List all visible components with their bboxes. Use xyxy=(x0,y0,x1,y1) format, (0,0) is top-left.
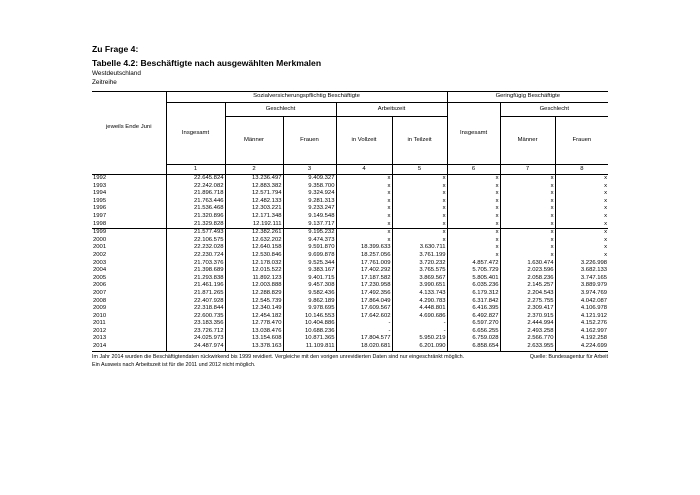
employment-table xyxy=(92,91,608,352)
header-gb-gender: Geschlecht xyxy=(500,103,608,117)
table-title: Tabelle 4.2: Beschäftigte nach ausgewählten Merkmalen xyxy=(92,58,322,68)
value-cell: 4.152.276 xyxy=(580,320,608,327)
value-cell: 22.600.735 xyxy=(166,313,225,321)
header-gb-total: Insgesamt xyxy=(447,103,500,165)
value-cell: 21.320.896 xyxy=(166,213,225,221)
value-cell: 18.257.056 xyxy=(336,252,392,260)
value-cell: 4.106.978 xyxy=(580,305,608,312)
header-gb-women: Frauen xyxy=(572,136,592,143)
value-cell: x xyxy=(447,244,500,252)
value-cell: 4.121.912 xyxy=(580,312,608,319)
value-cell: 3.720.232 xyxy=(392,260,447,268)
value-cell: x xyxy=(604,244,608,251)
value-cell: 3.226.998 xyxy=(580,259,608,266)
value-cell: 22.106.575 xyxy=(166,237,225,245)
year-cell: 1994 xyxy=(92,190,166,198)
value-cell: 3.974.769 xyxy=(580,289,608,296)
value-cell: 12.530.846 xyxy=(225,252,283,260)
value-cell: 17.642.602 xyxy=(336,313,392,321)
value-cell: 12.482.133 xyxy=(225,198,283,206)
header-svb-women: Frauen xyxy=(283,117,336,165)
value-cell: 12.382.261 xyxy=(225,229,283,237)
value-cell: 6.597.270 xyxy=(447,320,500,328)
value-cell: 9.457.308 xyxy=(283,282,336,290)
value-cell: x xyxy=(336,183,392,191)
value-cell: 6.656.255 xyxy=(447,328,500,336)
header-svb-total: Insgesamt xyxy=(166,103,225,165)
series-label: Zeitreihe xyxy=(92,79,117,86)
value-cell: 10.146.553 xyxy=(283,313,336,321)
value-cell: 12.340.149 xyxy=(225,305,283,313)
value-cell: 2.493.258 xyxy=(500,328,555,336)
value-cell: x xyxy=(336,190,392,198)
value-cell: 2.444.994 xyxy=(500,320,555,328)
value-cell: x xyxy=(392,205,447,213)
value-cell: x xyxy=(555,175,608,183)
footnote-working-time: Ein Ausweis nach Arbeitszeit ist für die 2011 und 2012 nicht möglich. xyxy=(92,362,256,369)
value-cell: x xyxy=(336,198,392,206)
value-cell: - xyxy=(392,328,447,336)
year-cell: 1998 xyxy=(92,221,166,229)
year-cell: 2001 xyxy=(92,244,166,252)
year-cell: 2006 xyxy=(92,282,166,290)
value-cell: 12.883.382 xyxy=(225,183,283,191)
value-cell: x xyxy=(447,183,500,191)
value-cell: - xyxy=(336,320,392,328)
value-cell: 9.324.924 xyxy=(283,190,336,198)
source-note: Quelle: Bundesagentur für Arbeit xyxy=(529,353,608,360)
value-cell: x xyxy=(500,252,555,260)
value-cell: 9.525.344 xyxy=(283,260,336,268)
value-cell: 4.690.686 xyxy=(392,313,447,321)
year-cell: 1993 xyxy=(92,183,166,191)
header-svb-gender: Geschlecht xyxy=(225,103,336,117)
column-number: 6 xyxy=(447,165,500,175)
value-cell: x xyxy=(392,237,447,245)
year-cell: 2007 xyxy=(92,290,166,298)
value-cell: 22.230.724 xyxy=(166,252,225,260)
table-row xyxy=(92,305,608,313)
value-cell: 10.688.236 xyxy=(283,328,336,336)
header-svb-group: Sozialversicherungspflichtig Beschäftigte xyxy=(166,92,447,103)
value-cell: 9.233.247 xyxy=(283,205,336,213)
value-cell: 6.858.654 xyxy=(447,343,500,351)
value-cell: x xyxy=(336,221,392,229)
header-gb-group: Geringfügig Beschäftigte xyxy=(447,92,608,103)
value-cell: 17.402.292 xyxy=(336,267,392,275)
value-cell: x xyxy=(500,205,555,213)
value-cell: 9.591.870 xyxy=(283,244,336,252)
value-cell: 21.763.446 xyxy=(166,198,225,206)
value-cell: 23.183.356 xyxy=(166,320,225,328)
value-cell: 11.109.811 xyxy=(283,343,336,351)
value-cell: x xyxy=(500,183,555,191)
value-cell: x xyxy=(392,221,447,229)
value-cell: 17.761.009 xyxy=(336,260,392,268)
region-label: Westdeutschland xyxy=(92,70,141,77)
column-number: 1 xyxy=(166,165,225,175)
value-cell: 3.747.165 xyxy=(580,274,608,281)
footnotes xyxy=(92,353,608,370)
value-cell: x xyxy=(500,213,555,221)
value-cell: 21.461.196 xyxy=(166,282,225,290)
year-cell: 2002 xyxy=(92,252,166,260)
value-cell: 10.871.365 xyxy=(283,335,336,343)
year-cell: 2008 xyxy=(92,298,166,306)
value-cell: 9.401.715 xyxy=(283,275,336,283)
value-cell: 12.303.221 xyxy=(225,205,283,213)
value-cell: 12.545.739 xyxy=(225,298,283,306)
table-row xyxy=(92,183,608,191)
value-cell: 12.003.888 xyxy=(225,282,283,290)
year-cell: 2009 xyxy=(92,305,166,313)
table-row xyxy=(92,221,608,229)
column-number: 5 xyxy=(392,165,447,175)
value-cell: 12.571.794 xyxy=(225,190,283,198)
value-cell: x xyxy=(336,175,392,183)
value-cell: 5.805.401 xyxy=(447,275,500,283)
value-cell: 6.201.090 xyxy=(392,343,447,351)
value-cell: 9.862.189 xyxy=(283,298,336,306)
value-cell: 9.383.167 xyxy=(283,267,336,275)
value-cell: x xyxy=(392,229,447,237)
header-svb-men: Männer xyxy=(225,117,283,165)
value-cell: x xyxy=(604,220,608,227)
value-cell: 9.281.313 xyxy=(283,198,336,206)
value-cell: 6.416.395 xyxy=(447,305,500,313)
value-cell: 22.242.082 xyxy=(166,183,225,191)
value-cell: 6.492.827 xyxy=(447,313,500,321)
value-cell: 18.399.633 xyxy=(336,244,392,252)
value-cell: 3.630.711 xyxy=(392,244,447,252)
value-cell: 1.630.474 xyxy=(500,260,555,268)
value-cell: 4.857.472 xyxy=(447,260,500,268)
value-cell: 22.645.824 xyxy=(166,175,225,183)
table-body xyxy=(92,175,608,352)
value-cell: 9.474.373 xyxy=(283,237,336,245)
header-working-time: Arbeitszeit xyxy=(336,103,447,117)
column-number: 4 xyxy=(336,165,392,175)
value-cell: 17.230.958 xyxy=(336,282,392,290)
value-cell: 21.577.493 xyxy=(166,229,225,237)
value-cell: x xyxy=(555,229,608,237)
value-cell: 17.492.356 xyxy=(336,290,392,298)
table-row xyxy=(92,335,608,343)
value-cell: 11.892.123 xyxy=(225,275,283,283)
value-cell: x xyxy=(500,175,555,183)
value-cell: 17.187.582 xyxy=(336,275,392,283)
value-cell: 18.020.681 xyxy=(336,343,392,351)
value-cell: - xyxy=(392,320,447,328)
value-cell: 12.178.032 xyxy=(225,260,283,268)
value-cell: x xyxy=(336,205,392,213)
value-cell: 5.705.729 xyxy=(447,267,500,275)
header-row-label: jeweils Ende Juni xyxy=(92,92,166,165)
year-cell: 2014 xyxy=(92,343,166,351)
value-cell: 9.699.878 xyxy=(283,252,336,260)
value-cell: 12.015.522 xyxy=(225,267,283,275)
value-cell: 21.329.828 xyxy=(166,221,225,229)
year-cell: 1999 xyxy=(92,229,166,237)
value-cell: 4.290.783 xyxy=(392,298,447,306)
value-cell: 21.703.376 xyxy=(166,260,225,268)
table-row xyxy=(92,237,608,245)
table-row xyxy=(92,275,608,283)
header-fulltime: in Vollzeit xyxy=(336,117,392,165)
value-cell: 21.536.468 xyxy=(166,205,225,213)
table-row xyxy=(92,229,608,237)
value-cell: 13.038.476 xyxy=(225,328,283,336)
value-cell: 4.133.743 xyxy=(392,290,447,298)
table-row xyxy=(92,190,608,198)
table-row xyxy=(92,290,608,298)
value-cell: 2.309.417 xyxy=(500,305,555,313)
value-cell: 21.293.838 xyxy=(166,275,225,283)
value-cell: 3.761.199 xyxy=(392,252,447,260)
value-cell: x xyxy=(447,221,500,229)
value-cell: 9.195.232 xyxy=(283,229,336,237)
value-cell: x xyxy=(392,183,447,191)
value-cell: x xyxy=(604,197,608,204)
value-cell: 4.448.801 xyxy=(392,305,447,313)
value-cell: x xyxy=(447,205,500,213)
value-cell: 4.224.699 xyxy=(555,343,608,351)
value-cell: 3.990.651 xyxy=(392,282,447,290)
value-cell: 12.192.111 xyxy=(225,221,283,229)
value-cell: x xyxy=(500,190,555,198)
value-cell: 6.035.236 xyxy=(447,282,500,290)
value-cell: x xyxy=(500,237,555,245)
value-cell: x xyxy=(500,198,555,206)
header-parttime: in Teilzeit xyxy=(392,117,447,165)
question-heading: Zu Frage 4: xyxy=(92,44,139,54)
value-cell: 21.871.265 xyxy=(166,290,225,298)
year-cell: 1995 xyxy=(92,198,166,206)
value-cell: 13.154.608 xyxy=(225,335,283,343)
value-cell: x xyxy=(604,182,608,189)
table-row xyxy=(92,282,608,290)
value-cell: x xyxy=(336,213,392,221)
value-cell: 22.318.844 xyxy=(166,305,225,313)
header-gb-men: Männer xyxy=(500,117,555,165)
table-row xyxy=(92,198,608,206)
value-cell: x xyxy=(500,229,555,237)
year-cell: 1997 xyxy=(92,213,166,221)
year-cell: 1992 xyxy=(92,175,166,183)
table-row xyxy=(92,260,608,268)
value-cell: x xyxy=(447,213,500,221)
value-cell: x xyxy=(392,190,447,198)
value-cell: 9.137.717 xyxy=(283,221,336,229)
value-cell: 2.633.955 xyxy=(500,343,555,351)
value-cell: 5.950.219 xyxy=(392,335,447,343)
value-cell: 3.889.979 xyxy=(580,282,608,289)
value-cell: 12.288.829 xyxy=(225,290,283,298)
value-cell: x xyxy=(604,251,608,258)
value-cell: x xyxy=(604,190,608,197)
value-cell: x xyxy=(392,175,447,183)
column-number: 7 xyxy=(500,165,555,175)
value-cell: 9.149.548 xyxy=(283,213,336,221)
value-cell: 2.145.257 xyxy=(500,282,555,290)
year-cell: 1996 xyxy=(92,205,166,213)
value-cell: 6.317.842 xyxy=(447,298,500,306)
table-header xyxy=(92,92,608,175)
value-cell: 2.275.755 xyxy=(500,298,555,306)
value-cell: 17.804.577 xyxy=(336,335,392,343)
value-cell: x xyxy=(392,213,447,221)
value-cell: 2.023.596 xyxy=(500,267,555,275)
value-cell: 9.409.327 xyxy=(283,175,336,183)
value-cell: 2.058.236 xyxy=(500,275,555,283)
document-page xyxy=(92,44,608,370)
value-cell: x xyxy=(447,190,500,198)
value-cell: 13.378.163 xyxy=(225,343,283,351)
column-number: 2 xyxy=(225,165,283,175)
value-cell: x xyxy=(447,175,500,183)
value-cell: 2.566.770 xyxy=(500,335,555,343)
value-cell: 22.232.028 xyxy=(166,244,225,252)
value-cell: 12.632.202 xyxy=(225,237,283,245)
year-cell: 2010 xyxy=(92,313,166,321)
value-cell: 12.171.348 xyxy=(225,213,283,221)
value-cell: x xyxy=(447,237,500,245)
value-cell: x xyxy=(604,236,608,243)
value-cell: x xyxy=(447,252,500,260)
table-row xyxy=(92,205,608,213)
value-cell: 3.869.567 xyxy=(392,275,447,283)
value-cell: 4.192.258 xyxy=(580,335,608,342)
value-cell: x xyxy=(336,229,392,237)
table-row xyxy=(92,298,608,306)
value-cell: 4.162.997 xyxy=(580,327,608,334)
year-cell: 2000 xyxy=(92,237,166,245)
value-cell: 12.778.470 xyxy=(225,320,283,328)
value-cell: 6.759.028 xyxy=(447,335,500,343)
value-cell: 17.609.567 xyxy=(336,305,392,313)
value-cell: 4.042.087 xyxy=(580,297,608,304)
value-cell: 21.398.689 xyxy=(166,267,225,275)
value-cell: 17.864.049 xyxy=(336,298,392,306)
year-cell: 2011 xyxy=(92,320,166,328)
value-cell: x xyxy=(392,198,447,206)
table-row xyxy=(92,252,608,260)
table-row xyxy=(92,175,608,183)
table-row xyxy=(92,244,608,252)
value-cell: x xyxy=(447,229,500,237)
value-cell: 24.025.973 xyxy=(166,335,225,343)
footnote-revision: Im Jahr 2014 wurden die Beschäftigtendaten rückwirkend bis 1999 revidiert. Vergleiche mit den vorigen unrevidierten Daten sind nur eingeschränkt möglich. xyxy=(92,353,465,360)
value-cell: x xyxy=(500,221,555,229)
value-cell: 9.582.436 xyxy=(283,290,336,298)
value-cell: 2.370.915 xyxy=(500,313,555,321)
value-cell: 6.179.312 xyxy=(447,290,500,298)
value-cell: x xyxy=(336,237,392,245)
table-row xyxy=(92,343,608,351)
column-number: 3 xyxy=(283,165,336,175)
year-cell: 2012 xyxy=(92,328,166,336)
value-cell: x xyxy=(500,244,555,252)
value-cell: 22.407.928 xyxy=(166,298,225,306)
value-cell: 23.726.712 xyxy=(166,328,225,336)
year-cell: 2004 xyxy=(92,267,166,275)
table-row xyxy=(92,328,608,336)
value-cell: 2.204.543 xyxy=(500,290,555,298)
year-cell: 2003 xyxy=(92,260,166,268)
year-cell: 2005 xyxy=(92,275,166,283)
table-row xyxy=(92,320,608,328)
value-cell: 21.896.718 xyxy=(166,190,225,198)
value-cell: 24.487.974 xyxy=(166,343,225,351)
year-cell: 2013 xyxy=(92,335,166,343)
value-cell: 12.640.158 xyxy=(225,244,283,252)
value-cell: - xyxy=(336,328,392,336)
value-cell: 10.404.886 xyxy=(283,320,336,328)
value-cell: 3.765.575 xyxy=(392,267,447,275)
table-row xyxy=(92,213,608,221)
table-row xyxy=(92,313,608,321)
value-cell: 9.358.700 xyxy=(283,183,336,191)
value-cell: x xyxy=(604,205,608,212)
header-number-blank xyxy=(92,165,166,175)
column-number: 8 xyxy=(555,165,608,175)
table-row xyxy=(92,267,608,275)
value-cell: 3.682.133 xyxy=(580,267,608,274)
value-cell: 9.978.695 xyxy=(283,305,336,313)
value-cell: 13.236.497 xyxy=(225,175,283,183)
value-cell: 12.454.182 xyxy=(225,313,283,321)
value-cell: x xyxy=(604,212,608,219)
value-cell: x xyxy=(447,198,500,206)
